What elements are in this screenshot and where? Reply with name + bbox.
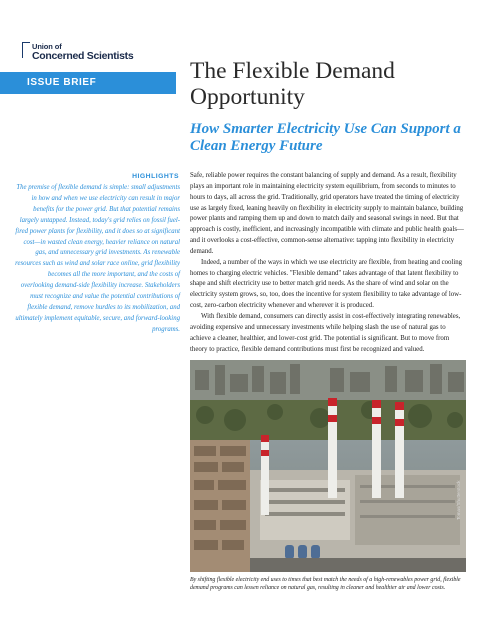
body-paragraph-1: Safe, reliable power requires the constant balancing of supply and demand. As a result, flexibility plays an important role in maintaining electricity system equilibrium, from seconds to minutes to hours to days, all across the grid. Traditionally, grid operators have treated the timing of electricity use as largely fixed, leaning heavily on flexibility in electricity supply to maintain balance, building power plants and ramping them up and down to match daily and seasonal swings in need. But that approach is costly, inefficient, and increasingly incompatible with climate and public health goals—and it overlooks a cost-effective, common-sense alternative: tapping into flexibility in electricity demand. <box>190 172 464 255</box>
photo-caption: By shifting flexible electricity end uses to times that best match the needs of a high-renewables power grid, flexible demand programs can lessen reliance on natural gas, resulting in cleaner and healthier air and lower costs. <box>190 577 461 592</box>
highlights-text: The premise of flexible demand is simple: small adjustments in how and when we use electricity can result in major benefits for the power grid. But that potential remains largely untapped. Instead, today's grid relies on fossil fuel-fired power plants for flexibility, and it does so at significant cost—in wasted clean energy, heavier reliance on natural gas, and unnecessary grid investments. As renewable resources such as wind and solar race online, grid flexibility becomes all the more important, and the costs of overlooking demand-side flexibility increase. Stakeholders must recognize and value the potential contributions of flexible demand, remove hurdles to its mobilization, and ultimately implement equitable, secure, and forward-looking programs. <box>15 184 180 333</box>
photo-credit: Tomas/Shutterstock <box>456 480 461 520</box>
page-title: The Flexible Demand Opportunity <box>190 58 395 110</box>
logo-line-2: Concerned Scientists <box>32 50 134 62</box>
body-paragraph-2: Indeed, a number of the ways in which we use electricity are flexible, from heating and cooling homes to charging electric vehicles. "Flexible demand" takes advantage of that latent flexibility to shape and shift electricity use to better match grid needs. As the share of wind and solar on the electricity system grows, so, too, does the incentive for system flexibility to take advantage of low-cost, zero-carbon electricity whenever and wherever it is produced. <box>190 258 463 310</box>
body-paragraph-3: With flexible demand, consumers can directly assist in cost-effectively integrating renewables, avoiding expensive and unnecessary investments while helping slash the use of natural gas to achieve a cleaner, healthier, and lower-cost grid. The potential is significant. But to move from theory to practice, flexible demand contributions must first be recognized and valued. <box>190 312 461 353</box>
power-plant-illustration <box>190 360 466 572</box>
body-text <box>190 171 466 355</box>
logo-bracket-icon <box>22 42 30 58</box>
logo-line-1: Union of <box>32 42 62 51</box>
highlights-heading: HIGHLIGHTS <box>132 173 179 180</box>
page-subtitle: How Smarter Electricity Use Can Support a Clean Energy Future <box>190 121 461 154</box>
issue-brief-badge: ISSUE BRIEF <box>0 72 176 94</box>
power-plant-photo <box>190 360 466 572</box>
